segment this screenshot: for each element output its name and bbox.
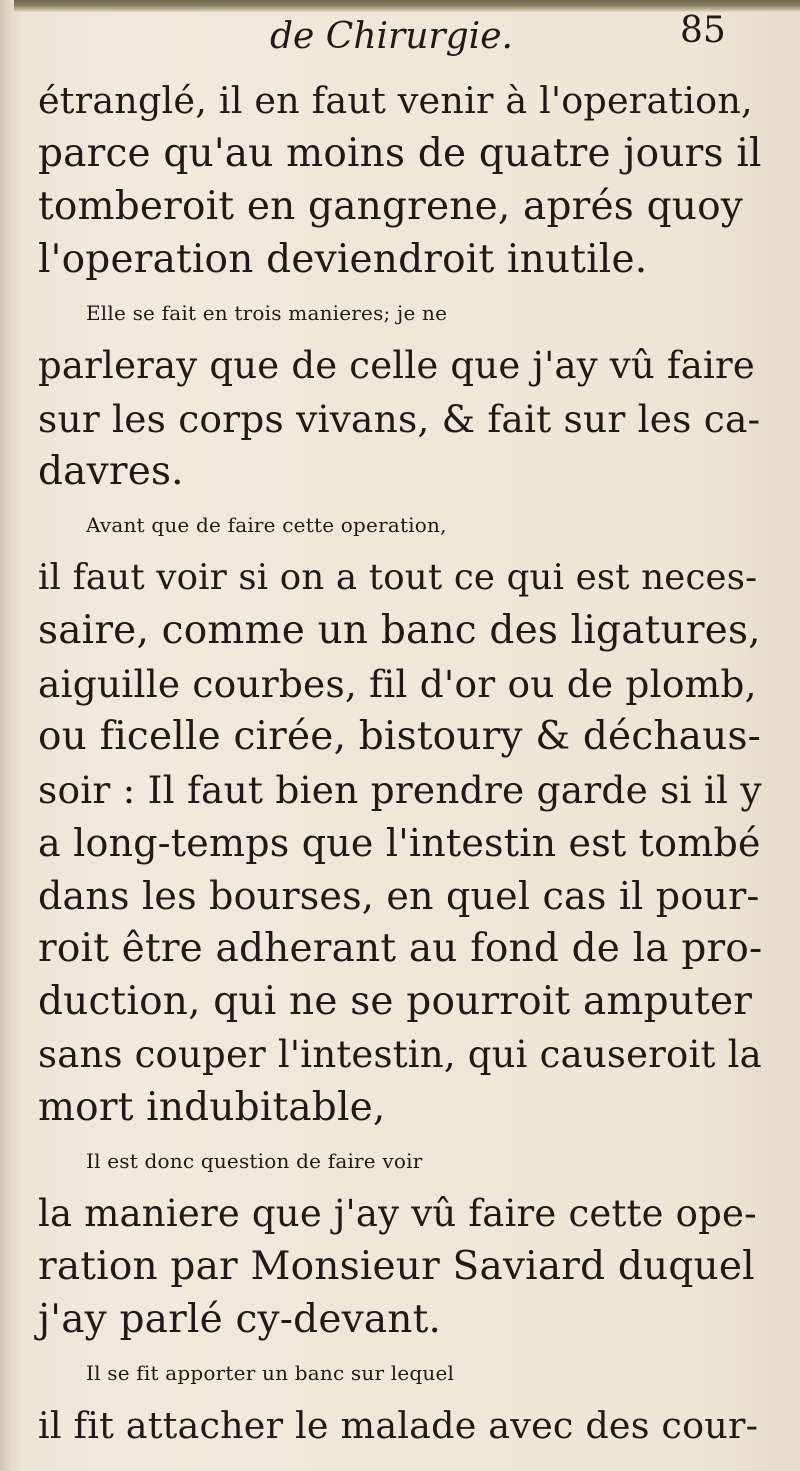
text-line: il faut voir si on a tout ce qui est neces-	[38, 557, 758, 598]
text-line: la maniere que j'ay vû faire cette ope-	[38, 1192, 757, 1235]
text-line: davres.	[38, 449, 184, 494]
text-line: sur les corps vivans, & fait sur les ca-	[38, 397, 761, 441]
text-line: tomberoit en gangrene, aprés quoy	[38, 184, 744, 229]
text-line: Avant que de faire cette operation,	[86, 513, 447, 537]
text-line: sans couper l'intestin, qui causeroit la	[38, 1033, 762, 1076]
text-line: duction, qui ne se pourroit amputer	[38, 979, 753, 1024]
text-line: Elle se fait en trois manieres; je ne	[86, 301, 448, 325]
running-title: de Chirurgie.	[270, 16, 513, 57]
text-line: j'ay parlé cy-devant.	[38, 1297, 442, 1342]
text-line: roit être adherant au fond de la pro-	[38, 926, 763, 971]
text-line: ou ficelle cirée, bistoury & déchaus-	[38, 714, 762, 759]
text-line: mort indubitable,	[38, 1085, 386, 1130]
text-line: parce qu'au moins de quatre jours il	[38, 131, 762, 176]
text-line: soir : Il faut bien prendre garde si il y	[38, 768, 762, 812]
text-line: ration par Monsieur Saviard duquel	[38, 1244, 755, 1289]
text-line: aiguille courbes, fil d'or ou de plomb,	[38, 662, 757, 706]
page-number: 85	[680, 10, 726, 51]
text-line: a long-temps que l'intestin est tombé	[38, 821, 761, 865]
text-line: Il se fit apporter un banc sur lequel	[86, 1361, 455, 1385]
text-line: il fit attacher le malade avec des cour-	[38, 1404, 759, 1447]
text-line: saire, comme un banc des ligatures,	[38, 608, 761, 653]
text-line: parleray que de celle que j'ay vû faire	[38, 344, 756, 387]
text-line: l'operation deviendroit inutile.	[38, 237, 648, 282]
text-line: Il est donc question de faire voir	[86, 1149, 423, 1173]
text-line: étranglé, il en faut venir à l'operation,	[38, 79, 753, 122]
text-line: dans les bourses, en quel cas il pour-	[38, 874, 760, 918]
